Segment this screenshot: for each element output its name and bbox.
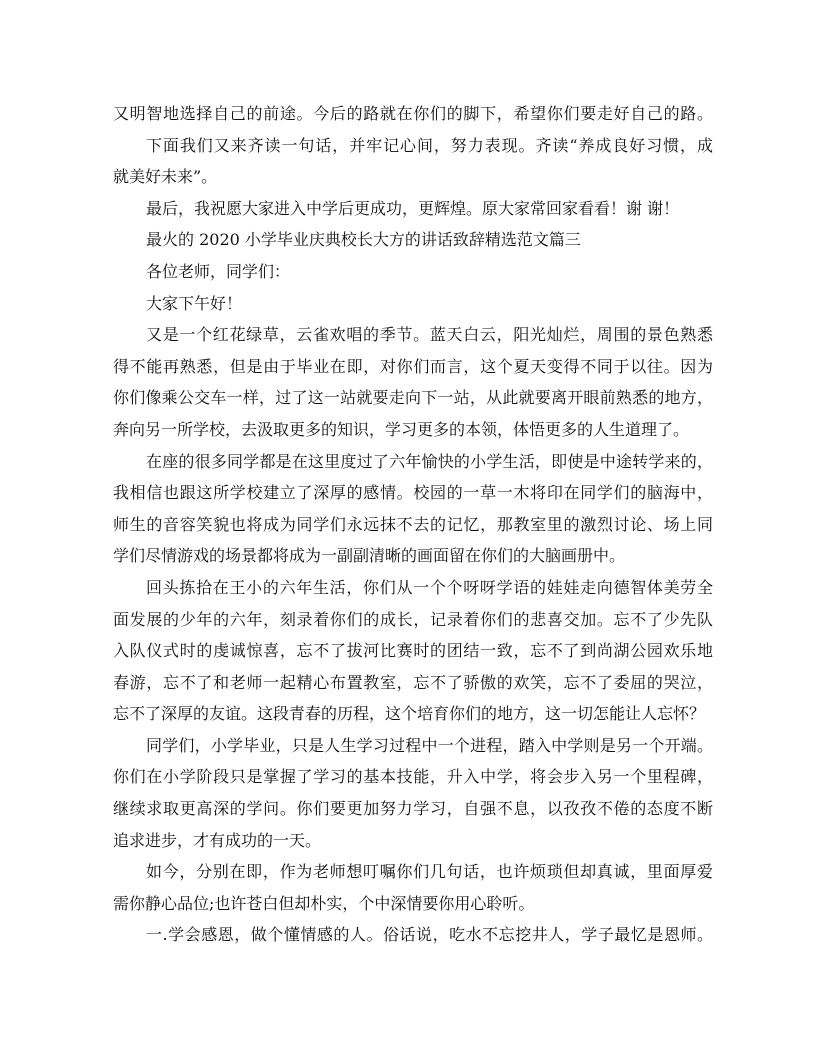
- text-line: 你们像乘公交车一样，过了这一站就要走向下一站，从此就要离开眼前熟悉的地方，: [113, 388, 713, 408]
- text-line: 春游，忘不了和老师一起精心布置教室，忘不了骄傲的欢笑，忘不了委屈的哭泣，: [113, 672, 713, 692]
- text-line: 你们在小学阶段只是掌握了学习的基本技能，升入中学，将会步入另一个里程碑，: [113, 767, 713, 787]
- text-line: 继续求取更高深的学问。你们要更加努力学习，自强不息，以孜孜不倦的态度不断: [113, 799, 713, 819]
- text-line: 最后，我祝愿大家进入中学后更成功，更辉煌。原大家常回家看看！谢 谢！: [146, 198, 680, 218]
- text-line: 又明智地选择自己的前途。今后的路就在你们的脚下，希望你们要走好自己的路。: [113, 104, 713, 123]
- text-line: 大家下午好！: [146, 293, 243, 313]
- text-line: 面发展的少年的六年，刻录着你们的成长，记录着你们的悲喜交加。忘不了少先队: [113, 609, 713, 629]
- text-line: 一.学会感恩，做个懂情感的人。俗话说，吃水不忘挖井人，学子最忆是恩师。: [146, 925, 713, 945]
- text-line: 在座的很多同学都是在这里度过了六年愉快的小学生活，即使是中途转学来的，: [146, 451, 713, 471]
- text-line: 下面我们又来齐读一句话，并牢记心间，努力表现。齐读“养成良好习惯，成: [146, 135, 713, 155]
- text-line: 追求进步，才有成功的一天。: [113, 830, 322, 850]
- text-line: 各位老师，同学们：: [146, 261, 291, 281]
- text-line: 如今，分别在即，作为老师想叮嘱你们几句话，也许烦琐但却真诚，里面厚爱: [146, 862, 713, 882]
- text-line: 奔向另一所学校，去汲取更多的知识，学习更多的本领，体悟更多的人生道理了。: [113, 419, 690, 439]
- text-line: 我相信也跟这所学校建立了深厚的感情。校园的一草一木将印在同学们的脑海中，: [113, 483, 713, 503]
- text-line: 入队仪式时的虔诚惊喜，忘不了拔河比赛时的团结一致，忘不了到尚湖公园欢乐地: [113, 641, 713, 661]
- text-line: 需你静心品位;也许苍白但却朴实，个中深情要你用心聆听。: [113, 893, 535, 913]
- document-text: [113, 98, 713, 951]
- text-line: 回头拣拾在王小的六年生活，你们从一个个呀呀学语的娃娃走向德智体美劳全: [146, 577, 713, 597]
- text-line: 又是一个红花绿草，云雀欢唱的季节。蓝天白云，阳光灿烂，周围的景色熟悉: [146, 325, 713, 345]
- text-line: 最火的 2020 小学毕业庆典校长大方的讲话致辞精选范文篇三: [146, 230, 581, 250]
- text-line: 得不能再熟悉，但是由于毕业在即，对你们而言，这个夏天变得不同于以往。因为: [113, 356, 713, 376]
- text-line: 学们尽情游戏的场景都将成为一副副清晰的画面留在你们的大脑画册中。: [113, 546, 626, 566]
- text-line: 忘不了深厚的友谊。这段青春的历程，这个培育你们的地方，这一切怎能让人忘怀？: [113, 704, 706, 724]
- text-line: 就美好未来”。: [113, 167, 218, 187]
- text-line: 师生的音容笑貌也将成为同学们永远抹不去的记忆，那教室里的激烈讨论、场上同: [113, 514, 713, 534]
- text-line: 同学们，小学毕业，只是人生学习过程中一个进程，踏入中学则是另一个开端。: [146, 735, 713, 755]
